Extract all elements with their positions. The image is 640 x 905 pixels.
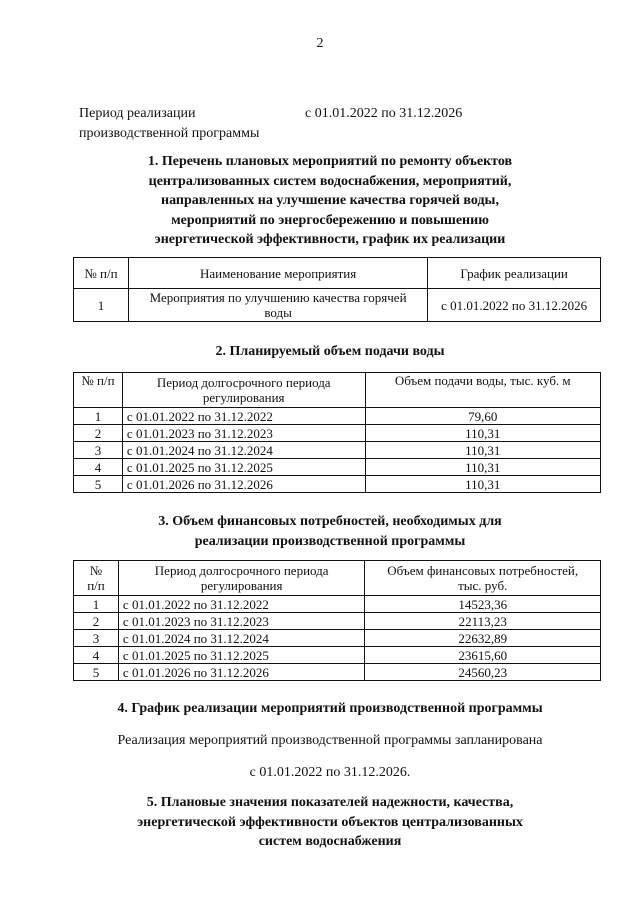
table-row bbox=[74, 425, 601, 442]
column-header-line: п/п bbox=[87, 578, 105, 593]
column-header: № п/п bbox=[74, 258, 129, 289]
column-header bbox=[74, 561, 119, 596]
event-name-line: Мероприятия по улучшению качества горячей bbox=[149, 290, 407, 305]
row-value: 110,31 bbox=[365, 476, 601, 493]
row-value: 110,31 bbox=[365, 459, 601, 476]
section5-title bbox=[60, 793, 600, 852]
period-label-line: Период реализации bbox=[79, 106, 196, 121]
section5-title-line: энергетической эффективности объектов централизованных bbox=[137, 814, 523, 830]
column-header bbox=[122, 373, 365, 408]
column-header-line: Период долгосрочного периода bbox=[156, 375, 331, 390]
section1-title-line: энергетической эффективности, график их реализации bbox=[154, 232, 506, 247]
column-header: График реализации bbox=[428, 258, 601, 289]
section2-table bbox=[73, 372, 601, 493]
row-period: с 01.01.2026 по 31.12.2026 bbox=[118, 664, 365, 681]
row-value: 23615,60 bbox=[365, 647, 601, 664]
section2-title: 2. Планируемый объем подачи воды bbox=[215, 344, 445, 359]
row-number: 5 bbox=[74, 664, 119, 681]
table-row bbox=[74, 289, 601, 322]
section1-title-line: направленных на улучшение качества горячей воды, bbox=[161, 193, 499, 208]
row-number: 1 bbox=[74, 289, 129, 322]
section4-text-line: с 01.01.2022 по 31.12.2026. bbox=[249, 765, 411, 780]
row-period: с 01.01.2022 по 31.12.2022 bbox=[118, 596, 365, 613]
column-header-line: тыс. руб. bbox=[458, 578, 508, 593]
period-label bbox=[79, 104, 259, 144]
section3-table bbox=[73, 560, 601, 681]
column-header-line: Период долгосрочного периода bbox=[154, 563, 329, 578]
section5-title-line: систем водоснабжения bbox=[258, 834, 402, 849]
row-number: 2 bbox=[74, 613, 119, 630]
section1-title-line: мероприятий по энергосбережению и повышению bbox=[171, 212, 489, 228]
row-number: 2 bbox=[74, 425, 123, 442]
row-value: 110,31 bbox=[365, 442, 601, 459]
table-row bbox=[74, 664, 601, 681]
row-number: 3 bbox=[74, 442, 123, 459]
table-row bbox=[74, 459, 601, 476]
table-header-row bbox=[74, 258, 601, 289]
row-value: 22632,89 bbox=[365, 630, 601, 647]
section3-title-line: реализации производственной программы bbox=[194, 533, 466, 549]
column-header: № п/п bbox=[74, 373, 123, 408]
table-row bbox=[74, 408, 601, 425]
row-number: 1 bbox=[74, 596, 119, 613]
section3-title bbox=[60, 512, 600, 551]
page-number: 2 bbox=[316, 36, 324, 51]
period-value: с 01.01.2022 по 31.12.2026 bbox=[305, 106, 463, 121]
section1-title-line: 1. Перечень плановых мероприятий по ремонту объектов bbox=[147, 154, 513, 169]
event-name bbox=[128, 289, 427, 322]
table-row bbox=[74, 630, 601, 647]
table-row bbox=[74, 613, 601, 630]
column-header bbox=[118, 561, 365, 596]
section1-title bbox=[60, 152, 600, 250]
row-period: с 01.01.2024 по 31.12.2024 bbox=[122, 442, 365, 459]
row-value: 22113,23 bbox=[365, 613, 601, 630]
row-period: с 01.01.2025 по 31.12.2025 bbox=[118, 647, 365, 664]
row-value: 14523,36 bbox=[365, 596, 601, 613]
section4-text-line: Реализация мероприятий производственной программы запланирована bbox=[117, 733, 543, 748]
section5-title-line: 5. Плановые значения показателей надежности, качества, bbox=[146, 795, 514, 810]
row-period: с 01.01.2022 по 31.12.2022 bbox=[122, 408, 365, 425]
table-row bbox=[74, 442, 601, 459]
row-value: 24560,23 bbox=[365, 664, 601, 681]
column-header bbox=[365, 561, 601, 596]
row-number: 4 bbox=[74, 459, 123, 476]
event-name-line: воды bbox=[264, 305, 292, 320]
section1-title-line: централизованных систем водоснабжения, мероприятий, bbox=[148, 173, 512, 189]
table-header-row bbox=[74, 373, 601, 408]
row-period: с 01.01.2025 по 31.12.2025 bbox=[122, 459, 365, 476]
section3-title-line: 3. Объем финансовых потребностей, необходимых для bbox=[158, 514, 502, 529]
row-value: 79,60 bbox=[365, 408, 601, 425]
table-row bbox=[74, 647, 601, 664]
event-schedule: с 01.01.2022 по 31.12.2026 bbox=[428, 289, 601, 322]
row-period: с 01.01.2023 по 31.12.2023 bbox=[118, 613, 365, 630]
column-header-line: регулирования bbox=[200, 578, 283, 593]
row-number: 3 bbox=[74, 630, 119, 647]
row-period: с 01.01.2026 по 31.12.2026 bbox=[122, 476, 365, 493]
row-period: с 01.01.2024 по 31.12.2024 bbox=[118, 630, 365, 647]
table-header-row bbox=[74, 561, 601, 596]
column-header: Объем подачи воды, тыс. куб. м bbox=[365, 373, 601, 408]
table-row bbox=[74, 596, 601, 613]
column-header-line: № bbox=[89, 563, 103, 578]
period-label-line: производственной программы bbox=[79, 126, 260, 141]
column-header-line: Объем финансовых потребностей, bbox=[387, 563, 579, 578]
section1-table bbox=[73, 257, 601, 322]
row-number: 4 bbox=[74, 647, 119, 664]
column-header-line: регулирования bbox=[202, 390, 285, 405]
row-period: с 01.01.2023 по 31.12.2023 bbox=[122, 425, 365, 442]
row-number: 1 bbox=[74, 408, 123, 425]
column-header: Наименование мероприятия bbox=[128, 258, 427, 289]
section4-title: 4. График реализации мероприятий производственной программы bbox=[117, 701, 543, 716]
table-row bbox=[74, 476, 601, 493]
row-value: 110,31 bbox=[365, 425, 601, 442]
row-number: 5 bbox=[74, 476, 123, 493]
